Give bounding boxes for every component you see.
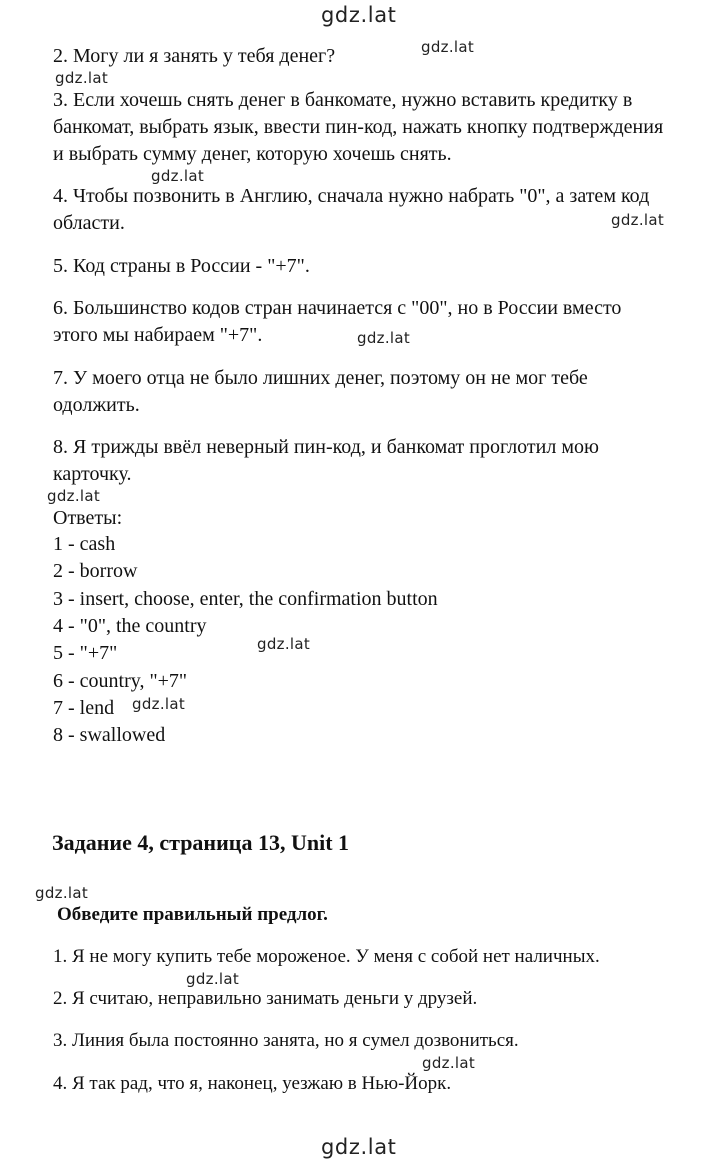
- answer-item: 7 - lend: [53, 697, 115, 719]
- translation-line: карточку.: [53, 463, 132, 485]
- watermark: gdz.lat: [47, 487, 101, 505]
- watermark: gdz.lat: [357, 329, 411, 347]
- watermark: gdz.lat: [35, 884, 89, 902]
- watermark-top: gdz.lat: [321, 3, 397, 27]
- translation-line: 4. Чтобы позвонить в Англию, сначала нужно набрать "0", а затем код: [53, 185, 650, 207]
- watermark: gdz.lat: [422, 1054, 476, 1072]
- answer-item: 8 - swallowed: [53, 724, 166, 746]
- watermark: gdz.lat: [132, 695, 186, 713]
- translation-line: этого мы набираем "+7".: [53, 324, 263, 346]
- translation-line: 7. У моего отца не было лишних денег, поэтому он не мог тебе: [53, 367, 588, 389]
- translation-line: области.: [53, 212, 125, 234]
- answer-item: 6 - country, "+7": [53, 670, 188, 692]
- translation-line: 3. Если хочешь снять денег в банкомате, нужно вставить кредитку в: [53, 89, 633, 111]
- task-heading: Задание 4, страница 13, Unit 1: [52, 830, 350, 855]
- watermark: gdz.lat: [55, 69, 109, 87]
- translation-line: 6. Большинство кодов стран начинается с "00", но в России вместо: [53, 297, 622, 319]
- task-instruction: Обведите правильный предлог.: [57, 904, 328, 925]
- watermark: gdz.lat: [421, 38, 475, 56]
- watermark: gdz.lat: [186, 970, 240, 988]
- task-item: 2. Я считаю, неправильно занимать деньги у друзей.: [53, 988, 478, 1009]
- translation-line: банкомат, выбрать язык, ввести пин-код, нажать кнопку подтверждения: [53, 116, 664, 138]
- answer-item: 5 - "+7": [53, 642, 118, 664]
- translation-line: 2. Могу ли я занять у тебя денег?: [53, 45, 336, 67]
- watermark: gdz.lat: [611, 211, 665, 229]
- answer-item: 1 - cash: [53, 533, 116, 555]
- answers-label: Ответы:: [53, 507, 123, 529]
- answer-item: 2 - borrow: [53, 560, 138, 582]
- watermark-bottom: gdz.lat: [321, 1135, 397, 1159]
- translation-line: одолжить.: [53, 394, 140, 416]
- answer-item: 4 - "0", the country: [53, 615, 207, 637]
- watermark: gdz.lat: [151, 167, 205, 185]
- translation-line: и выбрать сумму денег, которую хочешь снять.: [53, 143, 452, 165]
- watermark: gdz.lat: [257, 635, 311, 653]
- task-item: 3. Линия была постоянно занята, но я сумел дозвониться.: [53, 1030, 519, 1051]
- answer-item: 3 - insert, choose, enter, the confirmation button: [53, 588, 438, 610]
- task-item: 1. Я не могу купить тебе мороженое. У меня с собой нет наличных.: [53, 946, 600, 967]
- translation-line: 8. Я трижды ввёл неверный пин-код, и банкомат проглотил мою: [53, 436, 599, 458]
- task-item: 4. Я так рад, что я, наконец, уезжаю в Нью-Йорк.: [53, 1073, 452, 1094]
- translation-line: 5. Код страны в России - "+7".: [53, 255, 310, 277]
